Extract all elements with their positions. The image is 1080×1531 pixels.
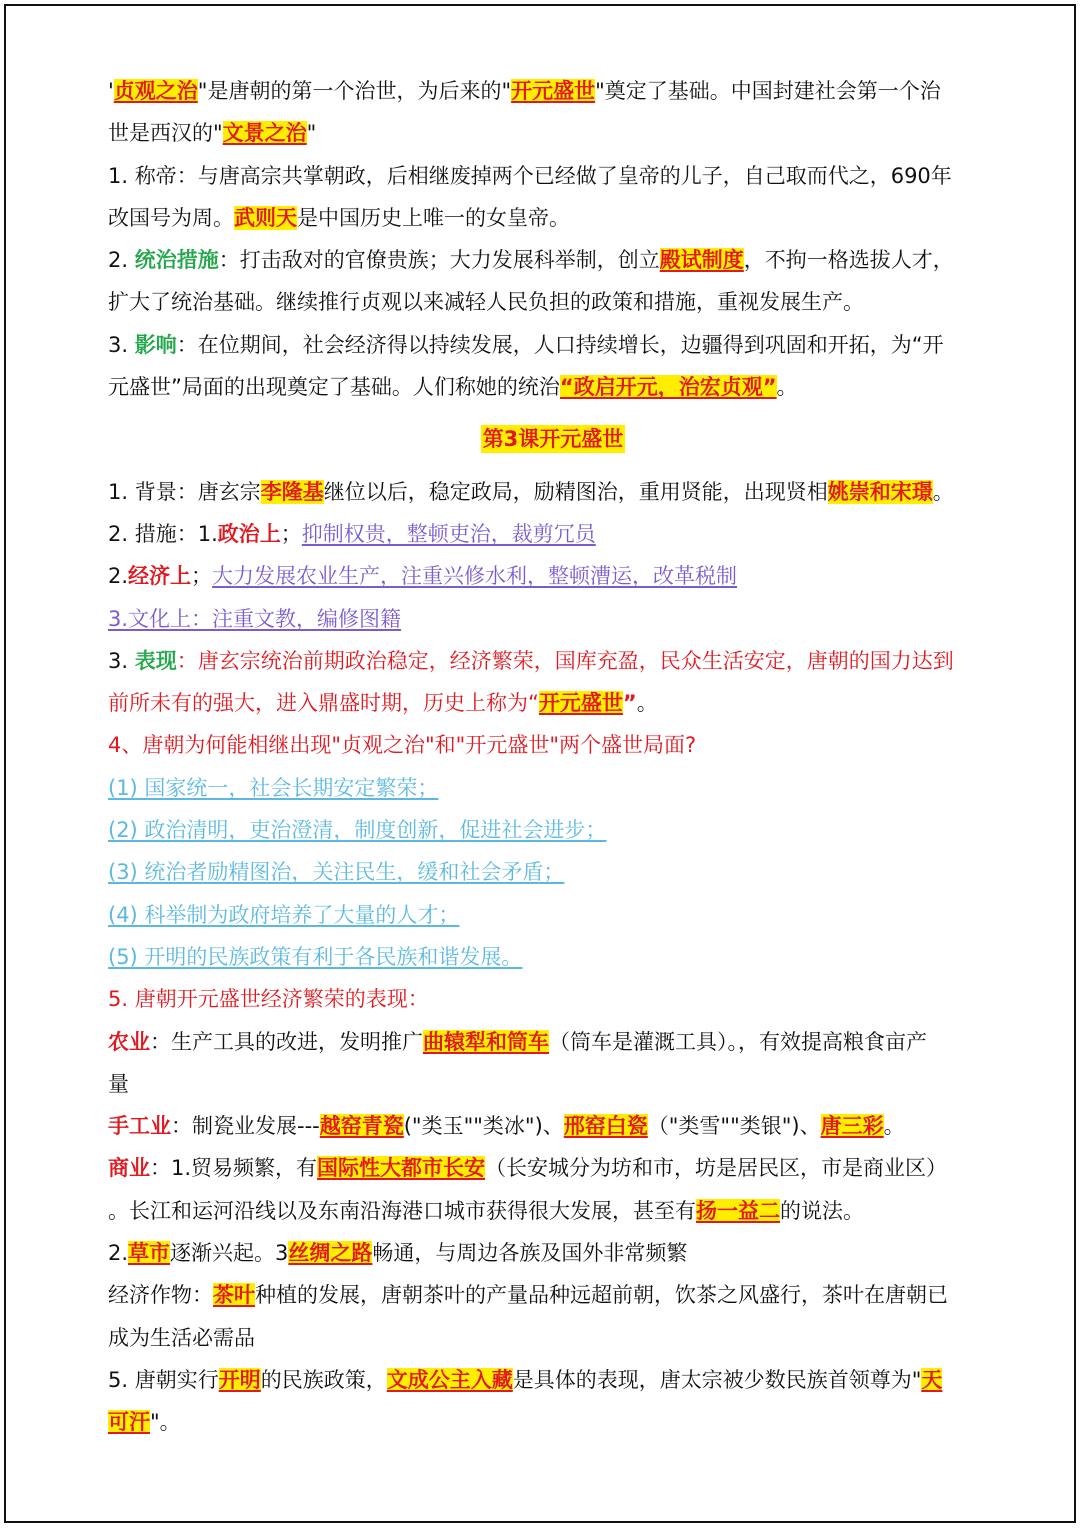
- wu-point-2-line-1: [108, 239, 998, 281]
- text: 的民族政策，: [260, 1367, 387, 1392]
- text: 3.: [108, 332, 135, 357]
- text: 扩大了统治基础。继续推行贞观以来减轻人民负担的政策和措施，重视发展生产。: [108, 290, 864, 315]
- wu-point-2-line-2: [108, 281, 998, 323]
- highlight-wencheng: 文成公主入藏: [386, 1367, 513, 1392]
- label-agriculture: 农业: [108, 1029, 150, 1054]
- label-manifestation: 表现: [134, 648, 177, 673]
- commerce-line-3: [108, 1232, 998, 1274]
- reason-item: (1) 国家统一，社会长期安定繁荣；: [108, 775, 439, 800]
- text: 经济作物：: [108, 1283, 213, 1308]
- lesson-title-row: [108, 418, 998, 460]
- text: 改国号为周。: [108, 205, 234, 230]
- text: 是中国历史上唯一的女皇帝。: [297, 205, 570, 230]
- label-economic: 经济上: [128, 564, 192, 589]
- highlight-yangyi: 扬一益二: [696, 1198, 780, 1223]
- measures-political: [108, 513, 998, 555]
- wu-point-1-line-1: [108, 155, 998, 197]
- highlight-khan: 可汗: [108, 1410, 150, 1435]
- text: 1. 背景：唐玄宗: [108, 479, 261, 504]
- reason-item: (2) 政治清明，吏治澄清，制度创新，促进社会进步；: [108, 818, 607, 843]
- background-line: [108, 471, 998, 513]
- label-measures: 统治措施: [134, 248, 219, 273]
- text: 1. 称帝：与唐高宗共掌朝政，后相继废掉两个已经做了皇帝的儿子，自己取而代之，690年: [108, 163, 952, 188]
- text: 。: [776, 375, 798, 400]
- highlight-caoshi: 草市: [128, 1241, 171, 1266]
- text: 。: [636, 691, 658, 716]
- intro-line-2: [108, 112, 998, 154]
- text: 前所未有的强大，进入鼎盛时期，历史上称为“: [108, 691, 539, 716]
- text: 成为生活必需品: [108, 1325, 255, 1350]
- ethnic-line-2: [108, 1401, 998, 1443]
- reason-item: (5) 开明的民族政策有利于各民族和谐发展。: [108, 944, 523, 969]
- wu-point-1-line-2: [108, 197, 998, 239]
- highlight-kaiyuan: 开元盛世: [511, 79, 596, 103]
- text: 。长江和运河沿线以及东南沿海港口城市获得很大发展，甚至有: [108, 1198, 696, 1223]
- text: ；: [191, 564, 213, 589]
- text: 是具体的表现，唐太宗被少数民族首领尊为": [512, 1367, 922, 1392]
- text: 畅通，与周边各族及国外非常频繁: [372, 1241, 688, 1266]
- measures-economic: [108, 555, 998, 597]
- lesson-title: 第3课开元盛世: [482, 427, 624, 452]
- text: 种植的发展，唐朝茶叶的产量品种远超前朝，饮茶之风盛行，茶叶在唐朝已: [255, 1283, 948, 1308]
- text: （"类雪""类银")、: [647, 1114, 821, 1139]
- highlight-silk-road: 丝绸之路: [288, 1241, 373, 1266]
- highlight-wuzetian: 武则天: [234, 205, 297, 230]
- agriculture-line-1: [108, 1021, 998, 1063]
- commerce-line-1: [108, 1147, 998, 1189]
- text: 元盛世”局面的出现奠定了基础。人们称她的统治: [108, 375, 560, 400]
- highlight-xing-kiln: 邢窑白瓷: [563, 1114, 648, 1139]
- text: （筒车是灌溉工具）。，有效提高粮食亩产: [549, 1029, 927, 1054]
- text: 3.: [108, 648, 135, 673]
- wu-point-3-line-2: [108, 366, 998, 408]
- text: 。: [883, 1114, 905, 1139]
- text: 2.: [108, 564, 129, 589]
- text: ”: [622, 691, 637, 716]
- highlight-changan: 国际性大都市长安: [317, 1156, 486, 1181]
- text: 量: [108, 1071, 129, 1096]
- highlight-kaiyuan-2: 开元盛世: [538, 691, 623, 716]
- highlight-slogan: “政启开元，治宏贞观”: [559, 375, 777, 400]
- text: ("类玉""类冰")、: [403, 1114, 564, 1139]
- document-page: [4, 4, 1076, 1523]
- text: ：唐玄宗统治前期政治稳定，经济繁荣，国库充盈，民众生活安定，唐朝的国力达到: [176, 648, 954, 673]
- question-4: 4、唐朝为何能相继出现"贞观之治"和"开元盛世"两个盛世局面?: [108, 733, 697, 758]
- agriculture-line-2: [108, 1063, 998, 1105]
- handicraft-line: [108, 1105, 998, 1147]
- text: 2. 措施：1.: [108, 521, 218, 546]
- question-5: 5. 唐朝开元盛世经济繁荣的表现：: [108, 987, 429, 1012]
- text: 2.: [108, 248, 135, 273]
- label-influence: 影响: [134, 332, 177, 357]
- manifestation-line-2: [108, 682, 998, 724]
- text: ，不拘一格选拔人才，: [743, 248, 954, 273]
- text: "是唐朝的第一个治世，为后来的": [197, 79, 512, 103]
- highlight-wenjing: 文景之治: [222, 121, 307, 146]
- highlight-palace-exam: 殿试制度: [659, 248, 744, 273]
- text: 世是西汉的": [108, 121, 223, 146]
- text: ：1.贸易频繁，有: [150, 1156, 318, 1181]
- notes-body: [108, 70, 998, 1444]
- highlight-tian: 天: [921, 1367, 943, 1392]
- text: ：制瓷业发展---: [171, 1114, 320, 1139]
- text: ：生产工具的改进，发明推广: [150, 1029, 423, 1054]
- measures-cultural: [108, 598, 998, 640]
- highlight-zhenguan: 贞观之治: [113, 79, 198, 103]
- highlight-tangsancai: 唐三彩: [820, 1114, 884, 1139]
- intro-line-1: [108, 70, 998, 112]
- crops-line-2: [108, 1317, 998, 1359]
- crops-line-1: [108, 1274, 998, 1316]
- text: 。: [932, 479, 954, 504]
- highlight-ministers: 姚崇和宋璟: [827, 479, 933, 504]
- text: ：打击敌对的官僚贵族；大力发展科举制，创立: [218, 248, 660, 273]
- commerce-line-2: [108, 1190, 998, 1232]
- text: ；: [280, 521, 302, 546]
- label-commerce: 商业: [108, 1156, 150, 1181]
- text: "。: [150, 1410, 181, 1435]
- political-measures: 抑制权贵，整顿吏治，裁剪冗员: [301, 521, 596, 546]
- text: 5. 唐朝实行: [108, 1367, 219, 1392]
- highlight-open: 开明: [218, 1367, 261, 1392]
- reason-list: [108, 767, 998, 978]
- wu-point-3-line-1: [108, 324, 998, 366]
- highlight-lilongji: 李隆基: [260, 479, 324, 504]
- text: ": [306, 121, 317, 146]
- ethnic-line-1: [108, 1359, 998, 1401]
- cultural-measures: 3.文化上：注重文教，编修图籍: [108, 606, 402, 631]
- text: 的说法。: [780, 1198, 864, 1223]
- text: 2.: [108, 1241, 129, 1266]
- economic-measures: 大力发展农业生产，注重兴修水利，整顿漕运，改革税制: [212, 564, 738, 589]
- manifestation-line-1: [108, 640, 998, 682]
- text: "奠定了基础。中国封建社会第一个治: [595, 79, 941, 103]
- highlight-yue-kiln: 越窑青瓷: [319, 1114, 404, 1139]
- text: ：在位期间，社会经济得以持续发展，人口持续增长，边疆得到巩固和开拓，为“开: [176, 332, 944, 357]
- reason-item: (3) 统治者励精图治，关注民生，缓和社会矛盾；: [108, 860, 565, 885]
- reason-item: (4) 科举制为政府培养了大量的人才；: [108, 902, 460, 927]
- text: 逐渐兴起。3: [170, 1241, 289, 1266]
- label-handicraft: 手工业: [108, 1114, 171, 1139]
- text: （长安城分为坊和市，坊是居民区，市是商业区）: [485, 1156, 948, 1181]
- text: ': [108, 79, 114, 103]
- text: 继位以后，稳定政局，励精图治，重用贤能，出现贤相: [323, 479, 828, 504]
- highlight-tea: 茶叶: [213, 1283, 255, 1308]
- label-political: 政治上: [217, 521, 281, 546]
- highlight-plough: 曲辕犁和筒车: [423, 1029, 549, 1054]
